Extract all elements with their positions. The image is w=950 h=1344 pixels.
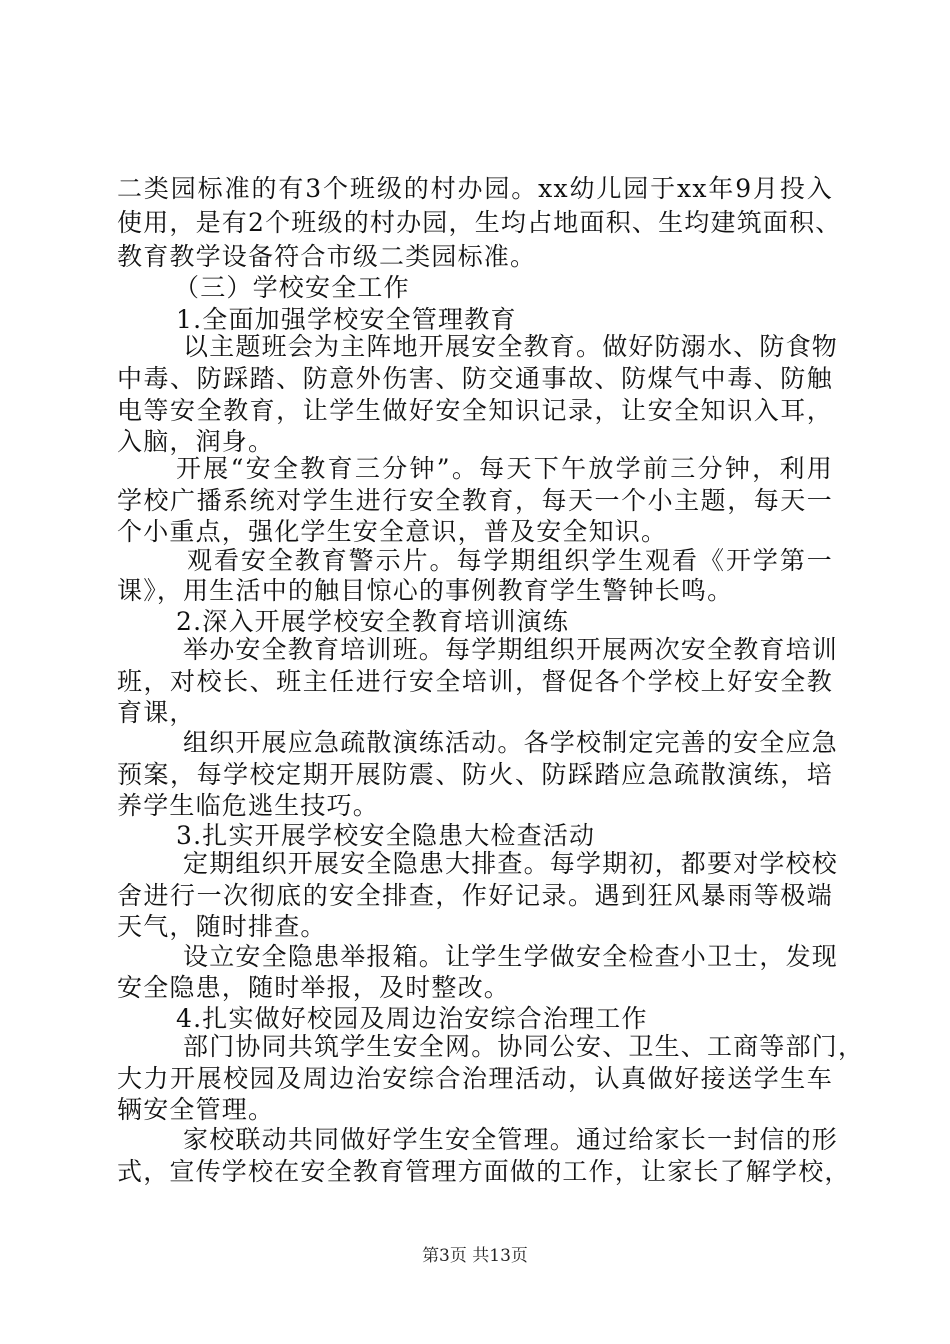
paragraph-line: 设立安全隐患举报箱。让学生学做安全检查小卫士，发现 (183, 942, 839, 971)
paragraph-line: 以主题班会为主阵地开展安全教育。做好防溺水、防食物 (183, 332, 839, 361)
paragraph-line: 班，对校长、班主任进行安全培训，督促各个学校上好安全教 (117, 667, 833, 696)
paragraph-line: 个小重点，强化学生安全意识，普及安全知识。 (117, 517, 668, 546)
paragraph-line: 举办安全教育培训班。每学期组织开展两次安全教育培训 (183, 635, 839, 664)
paragraph-line: 入脑，润身。 (117, 427, 275, 456)
subsection-heading: 2.深入开展学校安全教育培训演练 (176, 607, 570, 636)
paragraph-line: 使用，是有2个班级的村办园，生均占地面积、生均建筑面积、 (117, 208, 842, 237)
paragraph-line: 学校广播系统对学生进行安全教育，每天一个小主题，每天一 (117, 486, 833, 515)
paragraph-line: 组织开展应急疏散演练活动。各学校制定完善的安全应急 (183, 728, 839, 757)
paragraph-line: 育课， (117, 698, 196, 727)
page-number-footer: 第3页 共13页 (422, 1246, 528, 1266)
section-heading: （三）学校安全工作 (174, 273, 410, 302)
paragraph-line: 养学生临危逃生技巧。 (117, 791, 380, 820)
paragraph-line: 定期组织开展安全隐患大排查。每学期初，都要对学校校 (183, 849, 839, 878)
paragraph-line: 预案，每学校定期开展防震、防火、防踩踏应急疏散演练，培 (117, 760, 833, 789)
paragraph-line: 课》，用生活中的触目惊心的事例教育学生警钟长鸣。 (117, 576, 734, 605)
paragraph-line: 开展“安全教育三分钟”。每天下午放学前三分钟，利用 (176, 454, 833, 483)
paragraph-line: 天气，随时排查。 (117, 912, 327, 941)
paragraph-line: 安全隐患，随时举报，及时整改。 (117, 973, 511, 1002)
paragraph-line: 二类园标准的有3个班级的村办园。xx幼儿园于xx年9月投入 (117, 174, 833, 203)
paragraph-line: 部门协同共筑学生安全网。协同公安、卫生、工商等部门， (183, 1032, 865, 1061)
paragraph-line: 舍进行一次彻底的安全排查，作好记录。遇到狂风暴雨等极端 (117, 881, 833, 910)
paragraph-line: 大力开展校园及周边治安综合治理活动，认真做好接送学生车 (117, 1064, 833, 1093)
paragraph-line: 辆安全管理。 (117, 1095, 275, 1124)
paragraph-line: 中毒、防踩踏、防意外伤害、防交通事故、防煤气中毒、防触 (117, 364, 833, 393)
subsection-heading: 3.扎实开展学校安全隐患大检查活动 (176, 821, 596, 850)
paragraph-line: 教育教学设备符合市级二类园标准。 (117, 242, 537, 271)
paragraph-line: 观看安全教育警示片。每学期组织学生观看《开学第一 (187, 546, 833, 575)
subsection-heading: 1.全面加强学校安全管理教育 (176, 305, 517, 334)
paragraph-line: 家校联动共同做好学生安全管理。通过给家长一封信的形 (183, 1125, 839, 1154)
paragraph-line: 电等安全教育，让学生做好安全知识记录，让安全知识入耳， (117, 396, 833, 425)
subsection-heading: 4.扎实做好校园及周边治安综合治理工作 (176, 1004, 648, 1033)
paragraph-line: 式，宣传学校在安全教育管理方面做的工作，让家长了解学校， (117, 1157, 851, 1186)
